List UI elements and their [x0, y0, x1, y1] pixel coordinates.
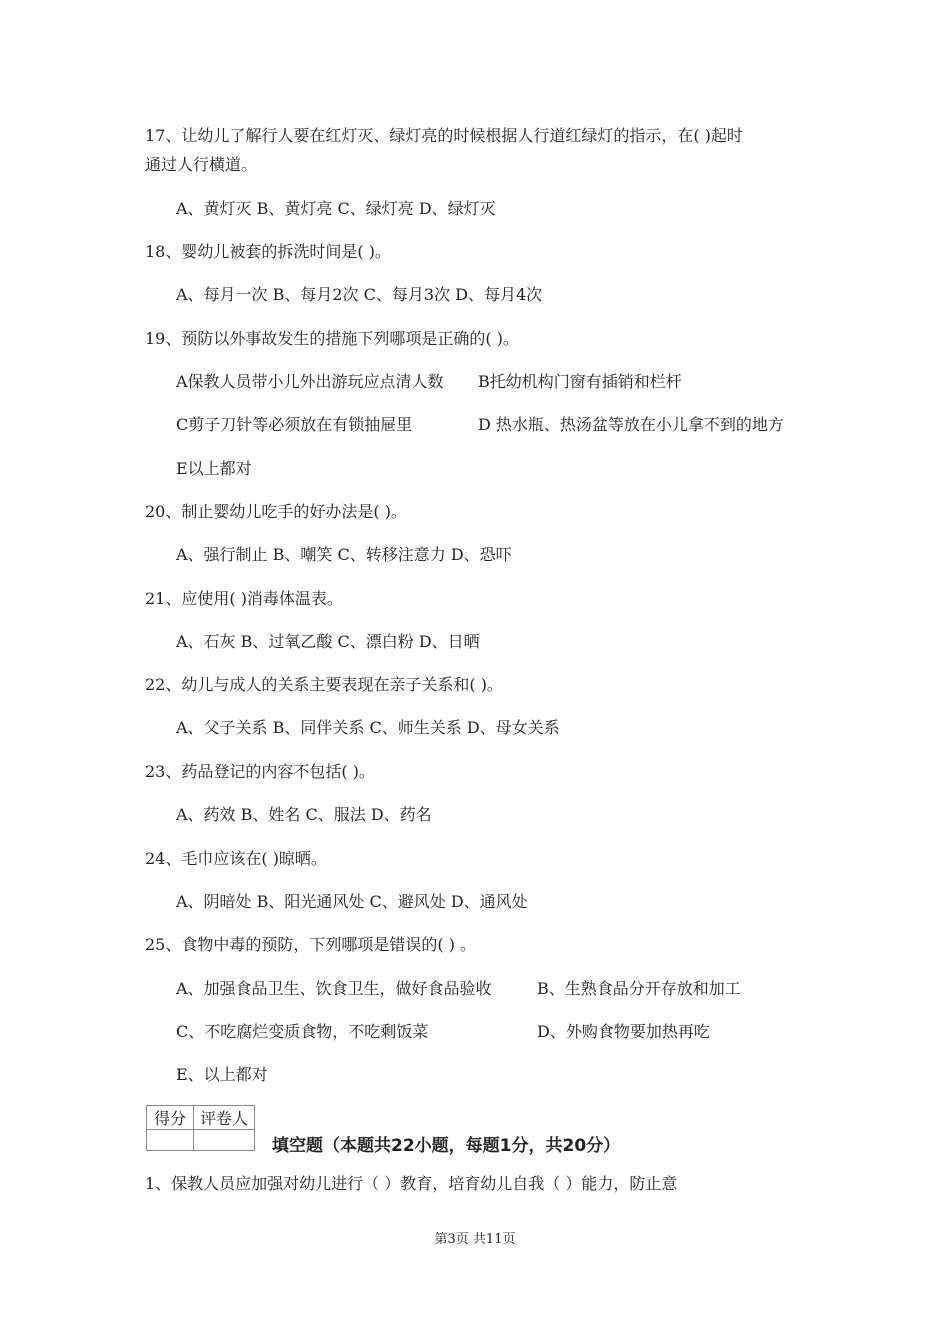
question-24-options: A、阴暗处 B、阳光通风处 C、避风处 D、通风处: [176, 892, 528, 911]
question-19-option-c: C剪子刀针等必须放在有锁抽屉里: [176, 415, 413, 434]
question-22: 22、幼儿与成人的关系主要表现在亲子关系和( )。: [145, 675, 503, 694]
question-19-option-d: D 热水瓶、热汤盆等放在小儿拿不到的地方: [478, 415, 784, 434]
question-23: 23、药品登记的内容不包括( )。: [145, 762, 375, 781]
question-17-options: A、黄灯灭 B、黄灯亮 C、绿灯亮 D、绿灯灭: [176, 199, 496, 218]
question-24: 24、毛巾应该在( )晾晒。: [145, 849, 327, 868]
question-25-option-b: B、生熟食品分开存放和加工: [537, 979, 741, 998]
question-19-option-a: A保教人员带小儿外出游玩应点清人数: [176, 372, 444, 391]
question-19-option-b: B托幼机构门窗有插销和栏杆: [478, 372, 682, 391]
question-25-option-c: C、不吃腐烂变质食物，不吃剩饭菜: [176, 1022, 429, 1041]
question-22-options: A、父子关系 B、同伴关系 C、师生关系 D、母女关系: [176, 718, 560, 737]
question-19: 19、预防以外事故发生的措施下列哪项是正确的( )。: [145, 329, 519, 348]
question-21-options: A、石灰 B、过氧乙酸 C、漂白粉 D、日晒: [176, 632, 480, 651]
question-25-option-d: D、外购食物要加热再吃: [537, 1022, 710, 1041]
score-cell: [147, 1130, 194, 1151]
score-label: 得分: [147, 1106, 194, 1130]
question-18-options: A、每月一次 B、每月2次 C、每月3次 D、每月4次: [176, 285, 543, 304]
grader-label: 评卷人: [194, 1106, 255, 1130]
question-17-line1: 17、让幼儿了解行人要在红灯灭、绿灯亮的时候根据人行道红绿灯的指示，在( )起时: [145, 126, 743, 145]
page-footer: 第3页 共11页: [434, 1232, 516, 1247]
score-box: [146, 1105, 255, 1151]
question-19-option-e: E以上都对: [176, 459, 252, 478]
question-21: 21、应使用( )消毒体温表。: [145, 589, 343, 608]
question-20: 20、制止婴幼儿吃手的好办法是( )。: [145, 502, 407, 521]
question-25: 25、食物中毒的预防，下列哪项是错误的( ) 。: [145, 935, 477, 954]
question-20-options: A、强行制止 B、嘲笑 C、转移注意力 D、恐吓: [176, 545, 512, 564]
question-23-options: A、药效 B、姓名 C、服法 D、药名: [176, 805, 432, 824]
question-25-option-a: A、加强食品卫生、饮食卫生，做好食品验收: [176, 979, 492, 998]
question-18: 18、婴幼儿被套的拆洗时间是( )。: [145, 242, 391, 261]
question-25-option-e: E、以上都对: [176, 1065, 268, 1084]
question-17-line2: 通过人行横道。: [145, 155, 258, 174]
grader-cell: [194, 1130, 255, 1151]
fill-blank-question-1: 1、保教人员应加强对幼儿进行（ ）教育，培育幼儿自我（ ）能力，防止意: [145, 1174, 678, 1193]
section-title: 填空题（本题共22小题，每题1分，共20分）: [272, 1136, 621, 1156]
